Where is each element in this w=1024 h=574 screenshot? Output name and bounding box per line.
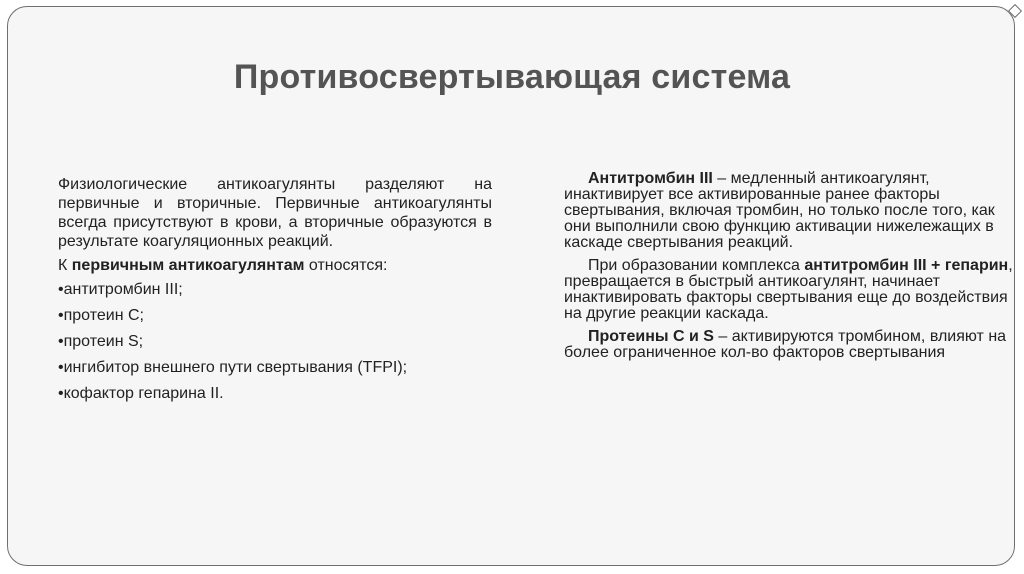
proteins-term: Протеины С и S xyxy=(588,328,714,345)
list-item: •протеин S; xyxy=(58,333,144,350)
list-item: •ингибитор внешнего пути свертывания (TFPI); xyxy=(58,359,408,376)
slide-title: Противосвертывающая система xyxy=(233,58,791,96)
intro-paragraph: Физиологические антикоагулянты разделяют на первичные и вторичные. Первичные антикоагулянты всегда присутствуют в крови, а вторичные образуются в результате коагуляционных реакций. xyxy=(58,176,492,250)
list-item: •кофактор гепарина II. xyxy=(58,385,224,402)
antithrombin-text: – медленный антикоагулянт, инактивирует все активированные ранее факторы свертывания, включая тромбин, но только после того, как они выполнили свою функцию активации нижележащих в каскаде свертывания реакций. xyxy=(564,170,995,251)
primary-suffix: относятся: xyxy=(304,257,388,274)
proteins-text: – активируются тромбином, влияют на более ограниченное кол-во факторов свертывания xyxy=(564,328,1007,361)
complex-pre: При образовании комплекса xyxy=(588,257,805,274)
primary-heading xyxy=(58,256,492,275)
complex-term: антитромбин III + гепарин xyxy=(804,257,1009,274)
primary-bold: первичным антикоагулянтам xyxy=(71,257,305,274)
complex-post: , превращается в быстрый антикоагулянт, начинает инактивировать факторы свертывания еще до воздействия на другие реакции каскада. xyxy=(564,257,1013,322)
antithrombin-term: Антитромбин III xyxy=(588,170,713,187)
primary-prefix: К xyxy=(58,257,72,274)
list-item: •антитромбин III; xyxy=(58,281,183,298)
list-item: •протеин C; xyxy=(58,307,144,324)
antithrombin-paragraph xyxy=(564,171,1019,251)
right-column xyxy=(564,171,1019,368)
anticoagulant-list xyxy=(58,280,492,403)
heparin-complex-paragraph xyxy=(564,258,1019,322)
left-column xyxy=(58,175,492,410)
proteins-paragraph xyxy=(564,329,1019,361)
